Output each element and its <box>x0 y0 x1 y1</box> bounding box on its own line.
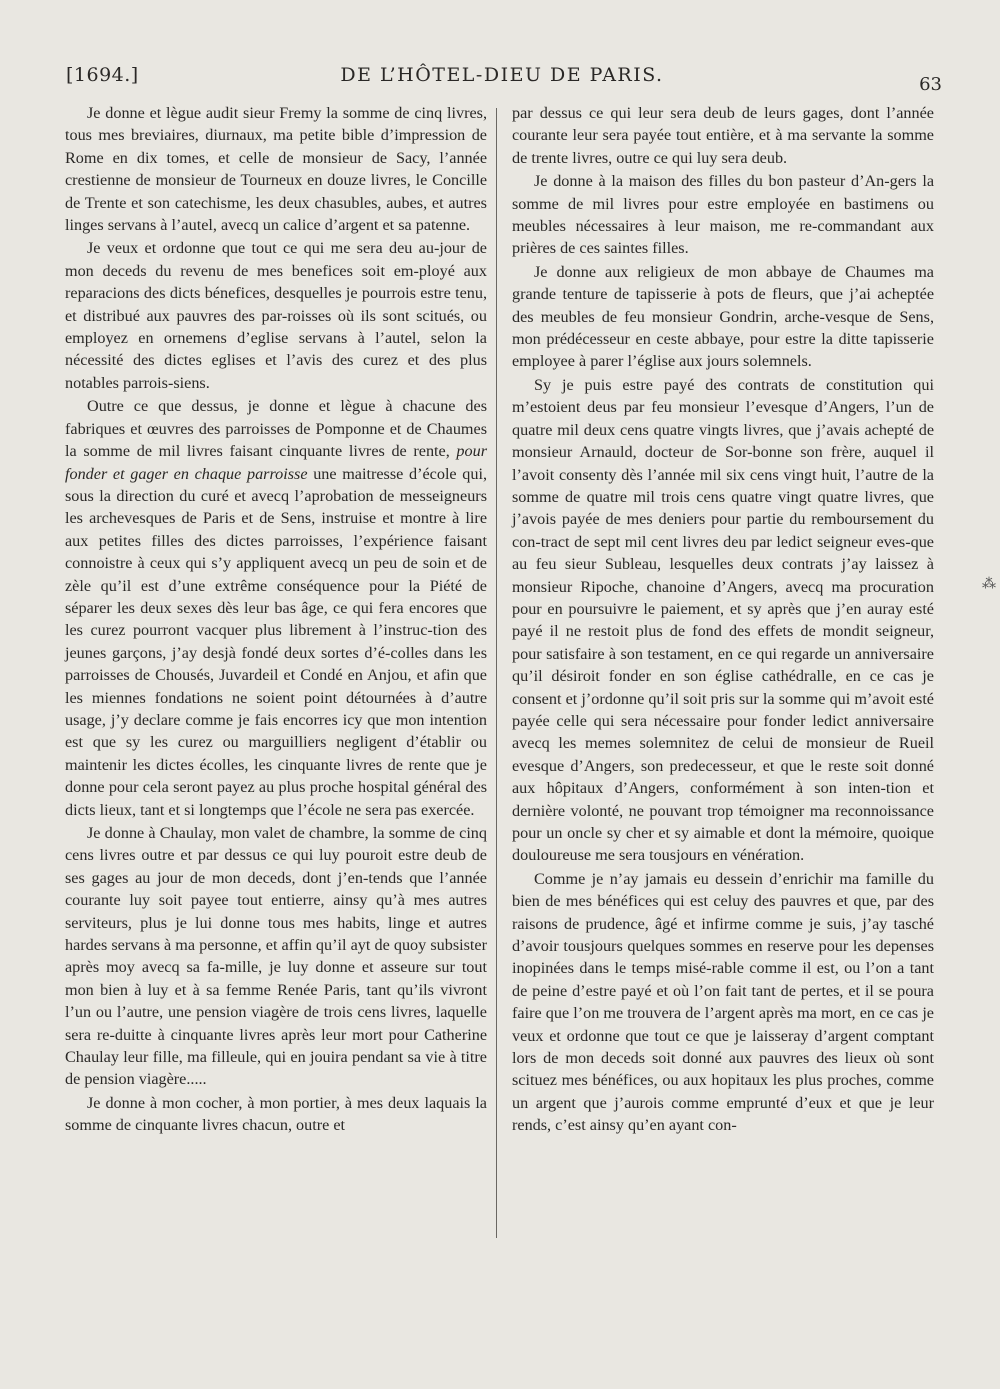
left-column <box>65 102 487 1138</box>
header-year: [1694.] <box>66 64 139 86</box>
paragraph: Je donne à mon cocher, à mon portier, à mes deux laquais la somme de cinquante livres chacun, outre et <box>65 1093 487 1135</box>
paragraph: Je donne aux religieux de mon abbaye de Chaumes ma grande tenture de tapisserie à pots de fleurs, que j’ai acheptée des meubles de feu monsieur Gondrin, arche-vesque de Sens, mon prédécesseur en ceste abbaye, pour estre la ditte tapisserie employee à parer l’église aux jours solemnels. <box>512 262 934 371</box>
paragraph: Je donne à la maison des filles du bon pasteur d’An-gers la somme de mil livres pour estre employée en bastimens ou meubles nécessaires à leur maison, me re-commandant aux prières de ces saintes filles. <box>512 172 934 258</box>
column-divider <box>496 108 497 1238</box>
paragraph: Je veux et ordonne que tout ce qui me sera deu au-jour de mon deceds du revenu de mes benefices soit em-ployé aux reparacions des dicts bénefices, desquelles je pourrois estre tenu, et distribué aux pauvres des par-roisses où ils sont scitués, ou employez en ornemens d’eglise servans à l’autel, selon la nécessité des dictes eglises et l’avis des curez et des plus notables parrois-siens. <box>65 239 487 392</box>
running-header <box>62 64 942 98</box>
paragraph: Je donne et lègue audit sieur Fremy la somme de cinq livres, tous mes breviaires, diurnaux, ma petite bible d’impression de Rome en dix tomes, et celle de monsieur de Sacy, l’année crestienne de monsieur de Tourneux en douze livres, le Concille de Trente et son catechisme, les deux chasubles, aubes, et autres linges servans à l’autel, avecq un calice d’argent et sa patenne. <box>65 104 487 235</box>
margin-asterisk-icon: ⁂ <box>982 576 996 592</box>
paragraph: Comme je n’ay jamais eu dessein d’enrichir ma famille du bien de mes bénéfices qui est celuy des pauvres et que, par des raisons de prudence, âgé et infirme comme je suis, j’ay tasché d’avoir tousjours quelques sommes en reserve pour les depenses inopinées dans le temps misé-rable comme il est, ou l’on a tant de peine d’estre payé et où l’on fait tant de pertes, et il se poura faire que l’on me trouvera de l’argent après ma mort, en ce cas je veux et ordonne que tout ce que je laisseray d’argent comptant lors de mon deceds soit donné aux pauvres des lieux où sont scituez mes bénéfices, ou aux hopitaux les plus proches, comme un argent que j’aurois comme emprunté d’eux et que je leur rends, c’est ainsy qu’en ayant con- <box>512 869 934 1135</box>
paragraph: par dessus ce qui leur sera deub de leurs gages, dont l’année courante leur sera payée tout entière, et à ma servante la somme de trente livres, outre ce qui luy sera deub. <box>512 104 934 167</box>
page-number: 63 <box>919 74 942 95</box>
paragraph: Je donne à Chaulay, mon valet de chambre, la somme de cinq cens livres outre et par dessus ce qui luy pouroit estre deub de ses gages au jour de mon deceds, dont j’en-tends que l’année courante luy soit payee tout entierre, ainsy qu’à mes autres serviteurs, plus je lui donne tous mes habits, linge et autres hardes servans à ma personne, et affin qu’il ayt de quoy subsister après moy avecq sa fa-mille, je luy donne et asseure sur tout mon bien à luy et à sa femme Renée Paris, tant qu’ils vivront l’un ou l’autre, une pension viagère de trois cens livres, laquelle sera re-duitte à cinquante livres après leur mort pour Catherine Chaulay leur fille, ma filleule, qui en jouira pendant sa vie à titre de pension viagère..... <box>65 824 487 1089</box>
right-column <box>512 102 934 1138</box>
paragraph <box>65 395 487 821</box>
header-title: DE L’HÔTEL-DIEU DE PARIS. <box>340 64 664 86</box>
italic-phrase: pour fonder et gager en chaque parroisse <box>65 442 487 483</box>
paragraph-text: une maitresse d’école qui, sous la direction du curé et avecq l’aprobation de messeigneurs les archevesques de Paris et de Sens, instruise et montre à lire aux petites filles des dictes parroisses, l’expérience faisant connoistre à ceux qui s’y appliquent avecq un peu de soin et de zèle qu’il est d’une extrême conséquence pour la Piété de séparer les deux sexes dès leur bas âge, ce qui fera encores que les curez pourront vacquer plus librement à l’instruc-tion des jeunes garçons, j’ay desjà fondé deux sortes d’é-colles dans les parroisses de Chousés, Juvardeil et Condé en Anjou, et afin que les miennes fondations ne soient point détournées à d’autre usage, j’y declare comme je fais encorres icy que mon intention est que sy les curez ou marguilliers negligent d’établir ou maintenir les dictes écolles, les cinquante livres de rente que je donne pour cela seront payez au plus proche hospital général des dicts lieux, tant et si longtemps que l’école ne sera pas exercée. <box>65 464 488 819</box>
paragraph-text: Outre ce que dessus, je donne et lègue à chacune des fabriques et œuvres des parroisses de Pomponne et de Chaumes la somme de mil livres faisant cinquante livres de rente, <box>65 397 487 461</box>
paragraph: Sy je puis estre payé des contrats de constitution qui m’estoient deus par feu monsieur l’evesque d’Angers, l’un de quatre mil deux cens quatre vingts livres, que j’avais achepté de monsieur Arnauld, docteur de Sor-bonne son frère, auquel il l’avoit consenty dès l’année mil six cens vingt huit, l’autre de la somme de quatre mil trois cens quatre vingt quatre livres, que j’avois payée de mes deniers pour partie du remboursement du con-tract de sept mil cent livres deu par ledict seigneur eves-que au feu sieur Subleau, lesquelles deux contrats j’ay laissez à monsieur Ripoche, chanoine d’Angers, avecq ma procuration pour en poursuivre le paiement, et sy après que j’en auray esté payé il ne restoit plus de fond des effets de mondit seigneur, pour satisfaire à son testament, en ce qui regarde un anniversaire qu’il désiroit fonder en son église cathédralle, en ce cas je consent et j’ordonne qu’il soit pris sur la somme qui m’avoit esté payée celle qui sera nécessaire pour fonder ledict anniversaire avecq les memes solemnitez de celui de monsieur de Rueil evesque d’Angers, son predecesseur, et que le reste soit donné aux hôpitaux d’Angers, conformément à son inten-tion et dernière volonté, ne pouvant trop témoigner ma reconnoissance pour un oncle sy cher et sy aimable et dont la mémoire, quoique douloureuse me sera tousjours en vénération. <box>512 375 934 865</box>
